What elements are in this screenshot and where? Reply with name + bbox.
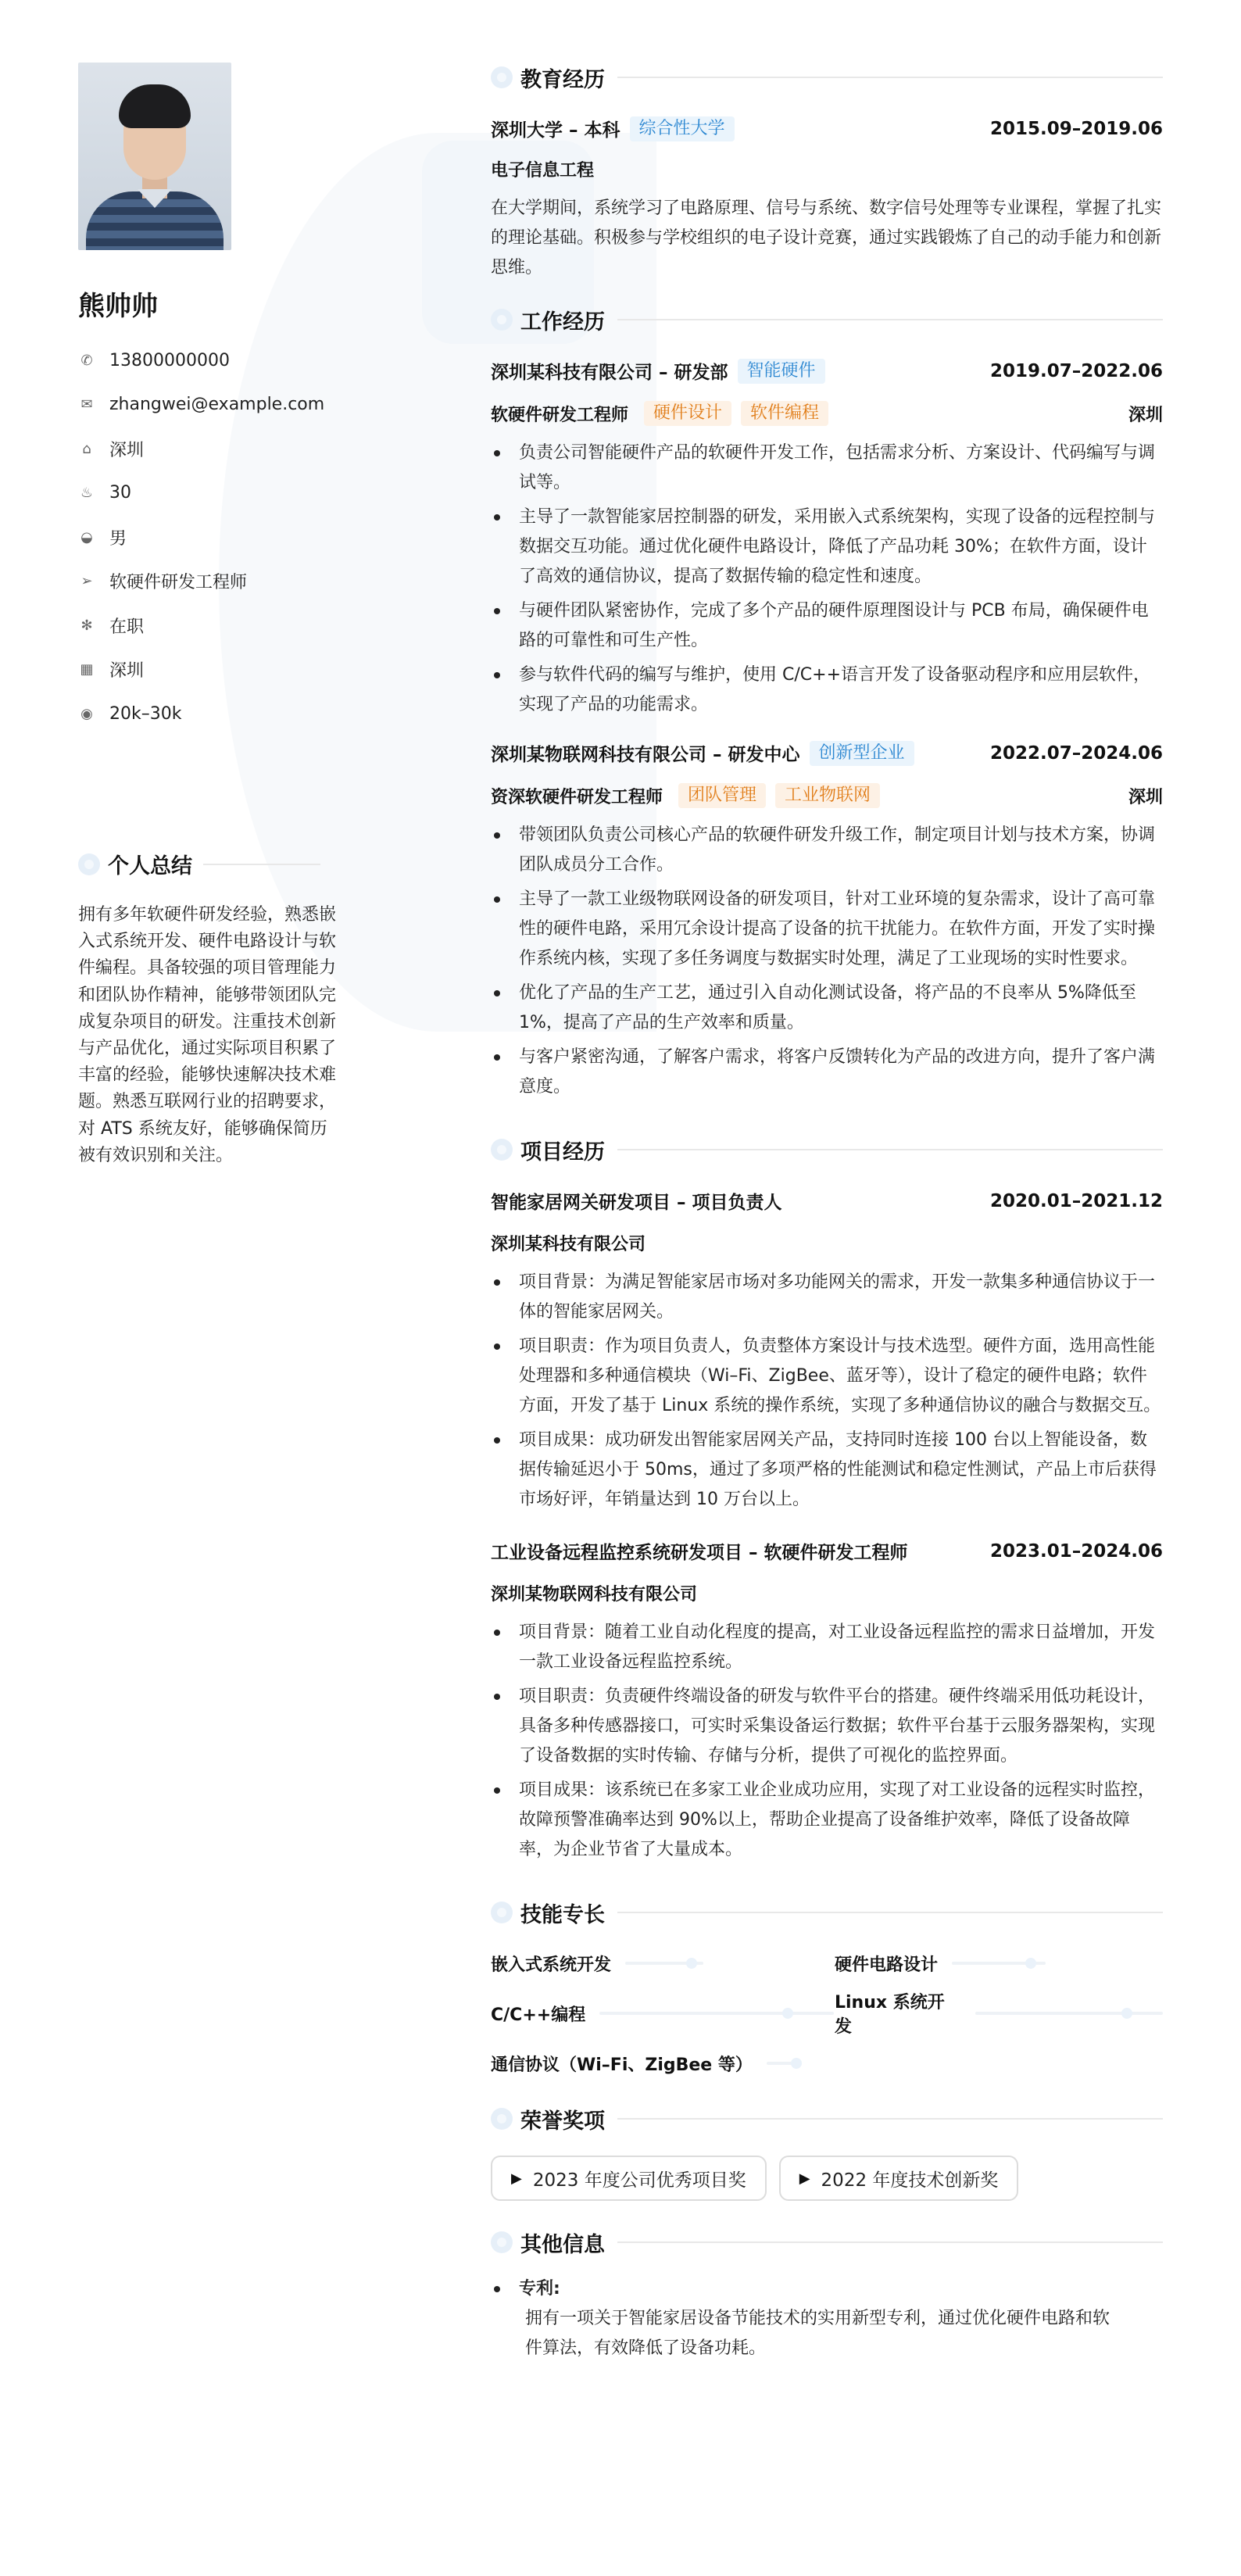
- project-bullets: [491, 1618, 1163, 1865]
- contact-salary-text: 20k–30k: [109, 703, 182, 724]
- project-item: [491, 1188, 1163, 1515]
- work-role-row: [491, 783, 1163, 808]
- award-label: 2022 年度技术创新奖: [821, 2170, 999, 2191]
- skill-level-bar: [625, 1962, 703, 1965]
- contact-age: [78, 471, 344, 516]
- skill-item: [491, 2051, 835, 2076]
- work-bullet: 与硬件团队紧密协作，完成了多个产品的硬件原理图设计与 PCB 布局，确保硬件电路的可靠性和可生产性。: [491, 596, 1163, 656]
- gender-icon: ◒: [80, 528, 93, 546]
- sidebar: [78, 63, 344, 736]
- skill-item: [491, 2001, 835, 2026]
- work-city: 深圳: [1128, 787, 1163, 807]
- skill-level-bar: [975, 2012, 1163, 2015]
- cake-icon: ♨: [80, 485, 94, 502]
- work-item: [491, 740, 1163, 1102]
- section-divider: [617, 2118, 1163, 2120]
- award-item: [779, 2156, 1019, 2201]
- skill-tag: 团队管理: [678, 783, 766, 808]
- work-bullet: 主导了一款工业级物联网设备的研发项目，针对工业环境的复杂需求，设计了高可靠性的硬件电路，采用冗余设计提高了设备的抗干扰能力。在软件方面，开发了实时操作系统内核，实现了多任务调度与数据实时处理，满足了工业现场的实时性要求。: [491, 885, 1163, 974]
- contact-age-text: 30: [109, 483, 131, 503]
- work-bullet: 带领团队负责公司核心产品的软硬件研发升级工作，制定项目计划与技术方案，协调团队成员分工合作。: [491, 821, 1163, 880]
- section-divider: [617, 1912, 1163, 1913]
- project-date: 2020.01–2021.12: [989, 1190, 1163, 1211]
- play-icon: ▶: [511, 2170, 522, 2187]
- honors-section-header: [491, 2104, 1163, 2134]
- skill-tag: 工业物联网: [775, 783, 880, 808]
- awards-list: [491, 2156, 1163, 2201]
- skill-item: [835, 1993, 1163, 2037]
- skill-name: 硬件电路设计: [835, 1955, 939, 1975]
- project-header-row: [491, 1538, 1163, 1564]
- award-label: 2023 年度公司优秀项目奖: [532, 2170, 746, 2191]
- contact-phone: [78, 338, 344, 383]
- work-role: 资深软硬件研发工程师: [491, 787, 663, 807]
- contact-position-text: 软硬件研发工程师: [109, 573, 248, 593]
- avatar: [78, 63, 231, 250]
- section-dot-icon: [491, 2108, 513, 2130]
- contact-gender: [78, 515, 344, 560]
- education-tag: 综合性大学: [630, 116, 735, 141]
- project-bullet: 项目职责：作为项目负责人，负责整体方案设计与技术选型。硬件方面，选用高性能处理器和多种通信模块（Wi–Fi、ZigBee、蓝牙等），设计了稳定的硬件电路；软件方面，开发了基于 Linux 系统的操作系统，实现了多种通信协议的融合与数据交互。: [491, 1332, 1163, 1421]
- work-bullet: 参与软件代码的编写与维护，使用 C/C++语言开发了设备驱动程序和应用层软件，实现了产品的功能需求。: [491, 660, 1163, 720]
- skill-level-bar: [767, 2062, 798, 2065]
- send-icon: ➢: [80, 573, 93, 590]
- work-city: 深圳: [1128, 405, 1163, 425]
- skill-item: [835, 1951, 1163, 1976]
- education-header-row: [491, 116, 1163, 141]
- work-date: 2019.07–2022.06: [989, 360, 1163, 381]
- other-item-label: 专利:: [519, 2279, 560, 2299]
- honors-title: 荣誉奖项: [520, 2109, 605, 2134]
- education-major: 电子信息工程: [491, 161, 595, 181]
- skill-name: Linux 系统开发: [835, 1993, 945, 2037]
- work-bullets: [491, 438, 1163, 720]
- skill-level-knob: [791, 2058, 802, 2069]
- building-icon: ▦: [80, 661, 94, 678]
- main-content: [491, 63, 1163, 2363]
- skill-level-knob: [686, 1958, 697, 1969]
- contact-email-text: zhangwei@example.com: [109, 395, 325, 415]
- skill-level-knob: [1025, 1958, 1036, 1969]
- skill-name: C/C++编程: [491, 2005, 586, 2025]
- education-section-header: [491, 63, 1163, 92]
- project-company: 深圳某科技有限公司: [491, 1235, 646, 1254]
- other-item-text: 拥有一项关于智能家居设备节能技术的实用新型专利，通过优化硬件电路和软件算法，有效降低了设备功耗。: [525, 2309, 1110, 2358]
- mail-icon: ✉: [80, 396, 93, 413]
- work-bullets: [491, 821, 1163, 1102]
- section-dot-icon: [78, 853, 100, 875]
- project-name: 智能家居网关研发项目 – 项目负责人: [491, 1193, 782, 1213]
- projects-section-header: [491, 1135, 1163, 1165]
- contact-gender-text: 男: [109, 528, 127, 549]
- other-list: [491, 2274, 1163, 2363]
- section-dot-icon: [491, 1902, 513, 1923]
- project-bullet: 项目背景：随着工业自动化程度的提高，对工业设备远程监控的需求日益增加，开发一款工业设备远程监控系统。: [491, 1618, 1163, 1677]
- work-header-row: [491, 358, 1163, 384]
- section-divider: [617, 2241, 1163, 2243]
- other-section-header: [491, 2227, 1163, 2257]
- work-role: 软硬件研发工程师: [491, 405, 629, 425]
- skill-tag: 硬件设计: [644, 401, 731, 426]
- contact-email: [78, 383, 344, 428]
- project-bullet: 项目职责：负责硬件终端设备的研发与软件平台的搭建。硬件终端采用低功耗设计，具备多种传感器接口，可实时采集设备运行数据；软件平台基于云服务器架构，实现了设备数据的实时传输、存储与分析，提供了可视化的监控界面。: [491, 1682, 1163, 1771]
- projects-title: 项目经历: [520, 1140, 605, 1165]
- section-dot-icon: [491, 66, 513, 88]
- work-bullet: 主导了一款智能家居控制器的研发，采用嵌入式系统架构，实现了设备的远程控制与数据交互功能。通过优化硬件电路设计，降低了产品功耗 30%；在软件方面，设计了高效的通信协议，提高了数据传输的稳定性和速度。: [491, 503, 1163, 592]
- contact-position: [78, 560, 344, 604]
- skills-title: 技能专长: [520, 1902, 605, 1927]
- skill-name: 通信协议（Wi–Fi、ZigBee 等）: [491, 2055, 753, 2075]
- summary-text: 拥有多年软硬件研发经验，熟悉嵌入式系统开发、硬件电路设计与软件编程。具备较强的项目管理能力和团队协作精神，能够带领团队完成复杂项目的研发。注重技术创新与产品优化，通过实际项目积累了丰富的经验，能够快速解决技术难题。熟悉互联网行业的招聘要求，对 ATS 系统友好，能够确保简历被有效识别和关注。: [78, 905, 337, 1165]
- skill-tag: 软件编程: [741, 401, 828, 426]
- award-item: [491, 2156, 767, 2201]
- other-item: [491, 2274, 1163, 2363]
- work-role-row: [491, 401, 1163, 426]
- skill-item: [491, 1951, 835, 1976]
- summary-title: 个人总结: [108, 854, 192, 878]
- contact-info-list: [78, 338, 344, 736]
- project-bullets: [491, 1268, 1163, 1515]
- phone-icon: ✆: [80, 352, 93, 369]
- section-dot-icon: [491, 1139, 513, 1161]
- project-bullet: 项目成果：该系统已在多家工业企业成功应用，实现了对工业设备的远程实时监控，故障预警准确率达到 90%以上，帮助企业提高了设备维护效率，降低了设备故障率，为企业节省了大量成本。: [491, 1776, 1163, 1865]
- contact-phone-text: 13800000000: [109, 350, 230, 370]
- contact-city-text: 深圳: [109, 661, 145, 682]
- skill-level-bar: [599, 2012, 834, 2015]
- skills-grid: [491, 1951, 1163, 2076]
- skills-section-header: [491, 1898, 1163, 1927]
- section-divider: [617, 77, 1163, 78]
- project-item: [491, 1538, 1163, 1865]
- home-icon: ⌂: [82, 440, 91, 457]
- section-divider: [203, 864, 320, 865]
- work-bullet: 与客户紧密沟通，了解客户需求，将客户反馈转化为产品的改进方向，提升了客户满意度。: [491, 1043, 1163, 1102]
- section-dot-icon: [491, 309, 513, 331]
- summary-section-header: [78, 849, 320, 879]
- work-date: 2022.07–2024.06: [989, 742, 1163, 764]
- education-title: 教育经历: [520, 67, 605, 92]
- skill-level-knob: [782, 2008, 793, 2019]
- project-bullet: 项目背景：为满足智能家居市场对多功能网关的需求，开发一款集多种通信协议于一体的智能家居网关。: [491, 1268, 1163, 1327]
- work-header-row: [491, 740, 1163, 766]
- section-divider: [617, 1149, 1163, 1150]
- work-item: [491, 358, 1163, 720]
- work-bullet: 负责公司智能硬件产品的软硬件开发工作，包括需求分析、方案设计、代码编写与调试等。: [491, 438, 1163, 498]
- section-dot-icon: [491, 2231, 513, 2253]
- project-name: 工业设备远程监控系统研发项目 – 软硬件研发工程师: [491, 1543, 908, 1563]
- work-section-header: [491, 305, 1163, 335]
- contact-status: [78, 603, 344, 648]
- other-title: 其他信息: [520, 2232, 605, 2257]
- project-bullet: 项目成果：成功研发出智能家居网关产品，支持同时连接 100 台以上智能设备，数据传输延迟小于 50ms，通过了多项严格的性能测试和稳定性测试，产品上市后获得市场好评，年销量达到 10 万台以上。: [491, 1426, 1163, 1515]
- contact-city: [78, 648, 344, 692]
- work-company: 深圳某物联网科技有限公司 – 研发中心: [491, 745, 800, 765]
- play-icon: ▶: [799, 2170, 810, 2187]
- contact-status-text: 在职: [109, 617, 145, 637]
- skill-level-bar: [952, 1962, 1046, 1965]
- contact-hometown: [78, 427, 344, 471]
- skill-level-knob: [1121, 2008, 1132, 2019]
- work-title: 工作经历: [520, 309, 605, 335]
- work-company: 深圳某科技有限公司 – 研发部: [491, 363, 728, 383]
- education-school: 深圳大学 – 本科: [491, 120, 620, 141]
- profile-name: 熊帅帅: [78, 291, 158, 322]
- education-description: 在大学期间，系统学习了电路原理、信号与系统、数字信号处理等专业课程，掌握了扎实的理论基础。积极参与学校组织的电子设计竞赛，通过实践锻炼了自己的动手能力和创新思维。: [491, 199, 1162, 277]
- contact-salary: [78, 692, 344, 736]
- project-date: 2023.01–2024.06: [989, 1540, 1163, 1562]
- contact-hometown-text: 深圳: [109, 440, 145, 460]
- project-company: 深圳某物联网科技有限公司: [491, 1585, 698, 1605]
- section-divider: [617, 319, 1163, 320]
- salary-icon: ◉: [80, 705, 93, 722]
- project-header-row: [491, 1188, 1163, 1214]
- status-icon: ✻: [80, 617, 93, 634]
- skill-name: 嵌入式系统开发: [491, 1955, 612, 1975]
- work-bullet: 优化了产品的生产工艺，通过引入自动化测试设备，将产品的不良率从 5%降低至 1%，提高了产品的生产效率和质量。: [491, 979, 1163, 1038]
- work-tag: 创新型企业: [810, 741, 914, 766]
- work-tag: 智能硬件: [738, 359, 825, 384]
- education-date: 2015.09–2019.06: [989, 118, 1163, 139]
